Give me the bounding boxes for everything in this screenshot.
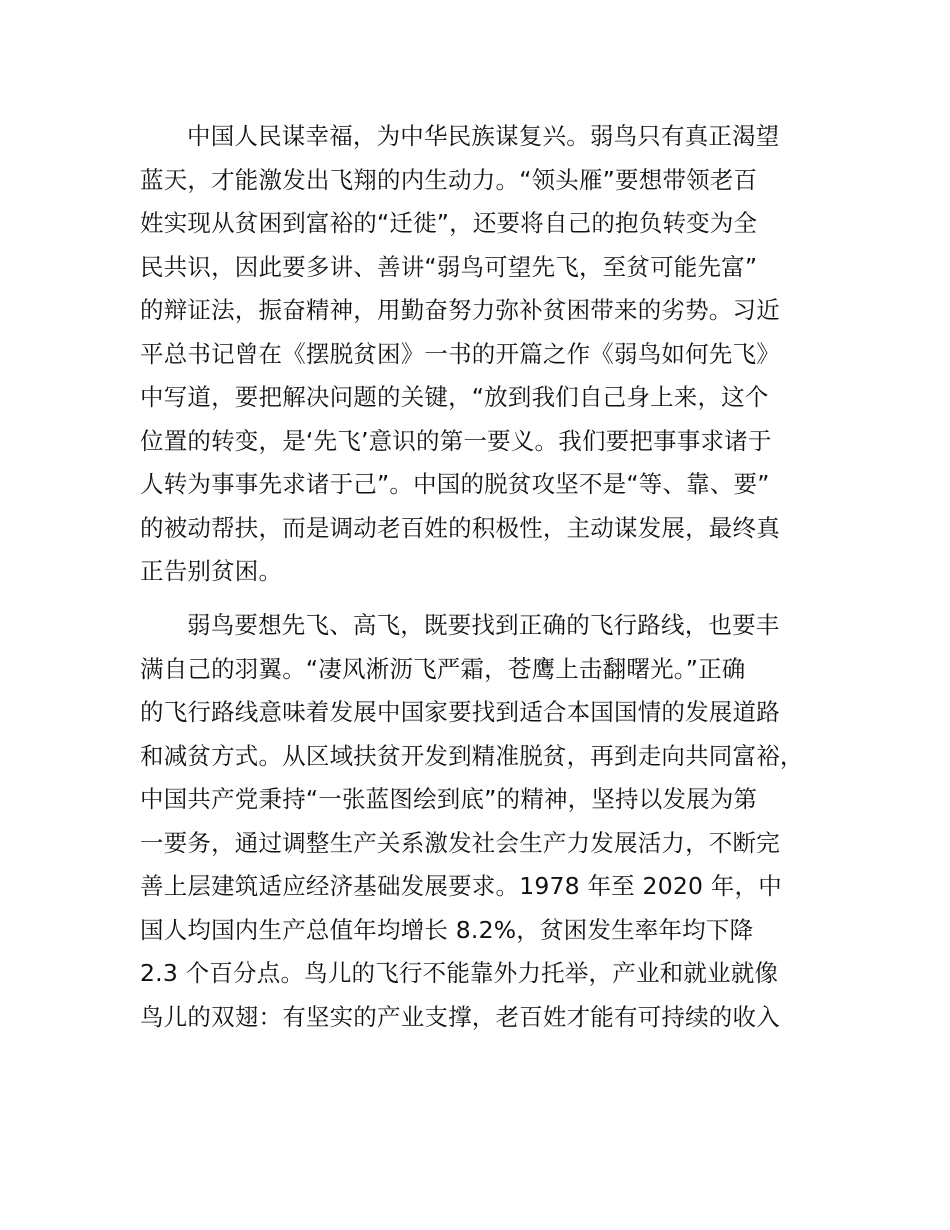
paragraph-2-line-4: 和减贫方式。从区域扶贫开发到精准脱贫，再到走向共同富裕，	[140, 741, 804, 770]
paragraph-1-line-7: 中写道，要把解决问题的关键，“放到我们自己身上来，这个	[140, 383, 769, 411]
paragraph-1	[140, 115, 780, 594]
paragraph-2-line-10: 鸟儿的双翅：有坚实的产业支撑，老百姓才能有可持续的收入	[140, 1002, 780, 1031]
paragraph-1-line-10: 的被动帮扶，而是调动老百姓的积极性，主动谋发展，最终真	[140, 513, 780, 542]
paragraph-1-line-5: 的辩证法，振奋精神，用勤奋努力弥补贫困带来的劣势。习近	[140, 296, 780, 324]
paragraph-2-line-1: 弱鸟要想先飞、高飞，既要找到正确的飞行路线，也要丰	[187, 611, 780, 639]
paragraph-1-line-3: 姓实现从贫困到富裕的“迁徙”，还要将自己的抱负转变为全	[140, 209, 758, 237]
paragraph-1-line-9: 人转为事事先求诸于己”。中国的脱贫攻坚不是“等、靠、要”	[140, 470, 770, 498]
paragraph-2-line-3: 的飞行路线意味着发展中国家要找到适合本国国情的发展道路	[140, 698, 780, 726]
paragraph-1-line-6: 平总书记曾在《摆脱贫困》一书的开篇之作《弱鸟如何先飞》	[140, 339, 780, 368]
paragraph-1-line-8: 位置的转变，是‘先飞’意识的第一要义。我们要把事事求诸于	[140, 426, 772, 455]
paragraph-2-line-9: 2.3 个百分点。鸟儿的飞行不能靠外力托举，产业和就业就像	[140, 959, 779, 987]
paragraph-2-line-2: 满自己的羽翼。“凄风淅沥飞严霜，苍鹰上击翻曙光。”正确	[140, 654, 746, 683]
paragraph-2-line-5: 中国共产党秉持“一张蓝图绘到底”的精神，坚持以发展为第	[140, 785, 758, 813]
paragraph-1-line-2: 蓝天，才能激发出飞翔的内生动力。“领头雁”要想带领老百	[140, 165, 758, 194]
paragraph-2-line-6: 一要务，通过调整生产关系激发社会生产力发展活力，不断完	[140, 828, 780, 857]
paragraph-2-line-7: 善上层建筑适应经济基础发展要求。1978 年至 2020 年，中	[140, 872, 782, 900]
paragraph-2	[140, 604, 804, 1039]
paragraph-1-line-4: 民共识，因此要多讲、善讲“弱鸟可望先飞，至贫可能先富”	[140, 252, 758, 281]
paragraph-2-line-8: 国人均国内生产总值年均增长 8.2%，贫困发生率年均下降	[140, 915, 754, 944]
paragraph-1-line-1: 中国人民谋幸福，为中华民族谋复兴。弱鸟只有真正渴望	[187, 122, 780, 150]
paragraph-1-line-11: 正告别贫困。	[140, 557, 283, 585]
